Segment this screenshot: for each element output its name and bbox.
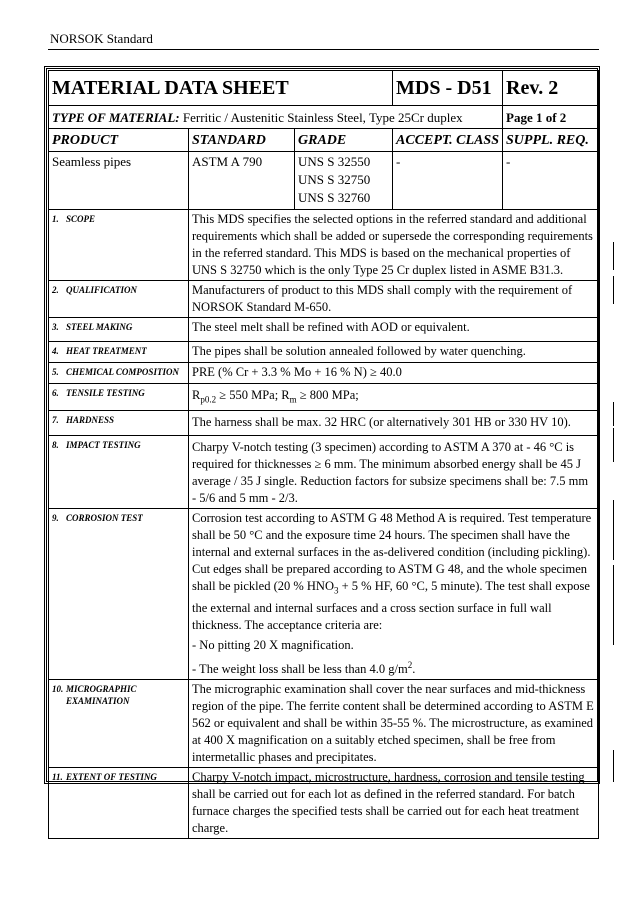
page-number: Page 1 of 2 (503, 106, 599, 129)
change-bar (613, 242, 614, 270)
corrosion-test-text (189, 509, 599, 680)
corrosion-criterion-2: - The weight loss shall be less than 4.0 $g/m^2$. (192, 659, 416, 676)
header-divider (48, 49, 599, 50)
section-steel-making (49, 318, 599, 342)
scope-label: 1. SCOPE (49, 210, 189, 281)
change-bar (613, 428, 614, 462)
change-bar (613, 402, 614, 426)
section-corrosion-test (49, 509, 599, 680)
product-cell: Seamless pipes (49, 152, 189, 210)
tensile-testing-text: $R_{p0.2} \ge 550$ MPa; $R_m \ge 800$ MPa; (189, 384, 599, 411)
chemical-composition-text: PRE (% Cr + 3.3 % Mo + 16 % N) ≥ 40.0 (189, 363, 599, 384)
sheet-revision: Rev. 2 (503, 71, 599, 106)
steel-making-label: 3. STEEL MAKING (49, 318, 189, 342)
col-grade: GRADE (295, 129, 393, 152)
section-heat-treatment (49, 342, 599, 363)
type-row (49, 106, 599, 129)
chemical-composition-label: 5. CHEMICAL COMPOSITION (49, 363, 189, 384)
micrographic-text: The micrographic examination shall cover the near surfaces and mid-thickness region of the pipe. The ferrite content shall be determined according to ASTM E 562 or equivalent and shall be within 35-55 %. The microstructure, as examined at 400 X magnification on a suitably etched specimen, shall be free from intermetallic phases and precipitates. (189, 679, 599, 767)
corrosion-test-label: 9. CORROSION TEST (49, 509, 189, 680)
section-micrographic-examination (49, 679, 599, 767)
type-value: Ferritic / Austenitic Stainless Steel, Type 25Cr duplex (182, 109, 463, 125)
section-scope (49, 210, 599, 281)
type-label: TYPE OF MATERIAL: (52, 109, 180, 125)
hardness-text: The harness shall be max. 32 HRC (or alternatively 301 HB or 330 HV 10). (189, 411, 599, 436)
sheet-code: MDS - D51 (393, 71, 503, 106)
suppl-cell: - (503, 152, 599, 210)
tensile-testing-label: 6. TENSILE TESTING (49, 384, 189, 411)
accept-cell: - (393, 152, 503, 210)
change-bar (613, 565, 614, 645)
hardness-label: 7. HARDNESS (49, 411, 189, 436)
section-hardness (49, 411, 599, 436)
col-standard: STANDARD (189, 129, 295, 152)
change-bar (613, 500, 614, 560)
heat-treatment-label: 4. HEAT TREATMENT (49, 342, 189, 363)
change-bar (613, 276, 614, 304)
section-impact-testing (49, 436, 599, 509)
impact-testing-text: Charpy V-notch testing (3 specimen) according to ASTM A 370 at - 46 °C is required for thicknesses ≥ 6 mm. The minimum absorbed energy shall be 45 J average / 35 J single. Reduction factors for subsize specimens shall be: 7.5 mm - 5/6 and 5 mm - 2/3. (189, 436, 599, 509)
section-extent-of-testing (49, 767, 599, 838)
scope-text: This MDS specifies the selected options in the referred standard and additional requirements which shall be added or supersede the corresponding requirements in the referred standard. This MDS is based on the mechanical properties of UNS S 32750 which is the only Type 25 Cr duplex listed in ASME B31.3. (189, 210, 599, 281)
sheet-title: MATERIAL DATA SHEET (49, 71, 393, 106)
document-header: NORSOK Standard (50, 31, 153, 46)
corrosion-test-paragraph: Corrosion test according to ASTM G 48 Method A is required. Test temperature shall be 50 °C and the exposure time 24 hours. The specimen shall have the internal and external surfaces in the as-delivered condition (including pickling). Cut edges shall be prepared according to ASTM G 48, and the whole specimen shall be pickled (20 % $HNO_3 + 5$ % HF, 60 °C, 5 minute). The test shall expose the external and internal surfaces and a cross section surface in full wall thickness. The acceptance criteria are: (192, 511, 592, 632)
impact-testing-label: 8. IMPACT TESTING (49, 436, 189, 509)
grade-3: UNS S 32760 (298, 190, 371, 205)
mds-table (48, 70, 599, 839)
change-bar (613, 750, 614, 782)
micrographic-label: 10. MICROGRAPHIC EXAMINATION (49, 679, 189, 767)
corrosion-criterion-1: - No pitting 20 X magnification. (192, 637, 354, 652)
column-header-row (49, 129, 599, 152)
material-data-sheet (44, 66, 600, 835)
grade-2: UNS S 32750 (298, 172, 371, 187)
grade-1: UNS S 32550 (298, 154, 371, 169)
section-tensile-testing (49, 384, 599, 411)
col-suppl-req: SUPPL. REQ. (503, 129, 599, 152)
qualification-text: Manufacturers of product to this MDS shall comply with the requirement of NORSOK Standard M-650. (189, 281, 599, 318)
grade-cell (295, 152, 393, 210)
product-row (49, 152, 599, 210)
type-of-material (49, 106, 503, 129)
heat-treatment-text: The pipes shall be solution annealed followed by water quenching. (189, 342, 599, 363)
standard-cell: ASTM A 790 (189, 152, 295, 210)
title-row (49, 71, 599, 106)
extent-of-testing-label: 11. EXTENT OF TESTING (49, 767, 189, 838)
qualification-label: 2. QUALIFICATION (49, 281, 189, 318)
section-chemical-composition (49, 363, 599, 384)
col-product: PRODUCT (49, 129, 189, 152)
steel-making-text: The steel melt shall be refined with AOD or equivalent. (189, 318, 599, 342)
col-accept-class: ACCEPT. CLASS (393, 129, 503, 152)
extent-of-testing-text: Charpy V-notch impact, microstructure, hardness, corrosion and tensile testing shall be carried out for each lot as defined in the referred standard. For batch furnace charges the specified tests shall be carried out for each heat treatment charge. (189, 767, 599, 838)
section-qualification (49, 281, 599, 318)
